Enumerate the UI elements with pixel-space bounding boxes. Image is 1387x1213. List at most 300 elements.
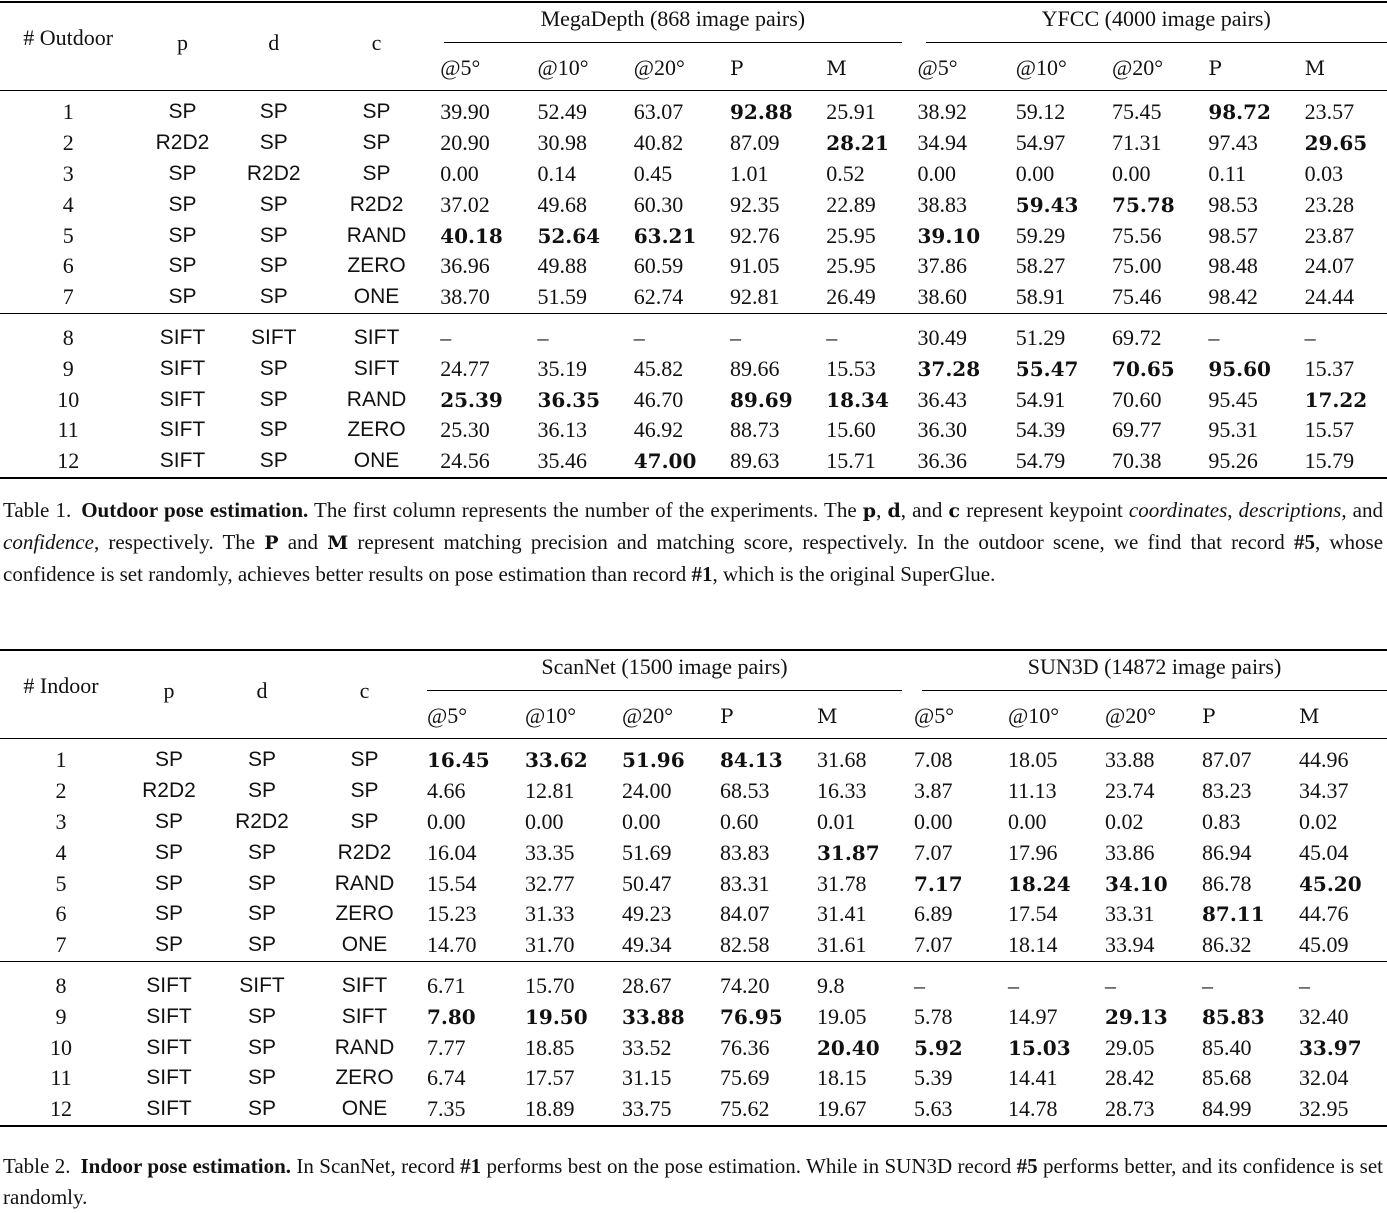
value-cell: 17.57 xyxy=(525,1065,575,1091)
value-cell: 28.67 xyxy=(622,972,672,998)
value-cell: 36.30 xyxy=(917,417,968,443)
cell-idx: 3 xyxy=(62,160,74,186)
value-cell: 18.15 xyxy=(817,1065,867,1091)
table-row xyxy=(0,930,1387,961)
value-cell: – xyxy=(537,324,549,350)
value-cell: 30.98 xyxy=(537,130,587,156)
value-cell: – xyxy=(1008,972,1019,998)
cell-c: ZERO xyxy=(347,254,406,278)
value-cell: 17.54 xyxy=(1008,901,1058,927)
value-cell: 63.07 xyxy=(633,99,684,125)
value-cell: 33.52 xyxy=(622,1034,672,1060)
caption-text: , which is the original SuperGlue. xyxy=(712,562,996,586)
value-cell: 91.05 xyxy=(730,253,780,279)
value-cell: 86.94 xyxy=(1202,839,1252,865)
value-cell: 35.19 xyxy=(537,355,587,381)
metric-header-b: M xyxy=(1299,703,1320,728)
value-cell: 38.83 xyxy=(917,191,968,217)
caption-text: performs better, and its confidence is set randomly. xyxy=(3,1154,1384,1209)
cell-p: SIFT xyxy=(159,387,206,411)
caption-text: performs best on the pose estimation. While in SUN3D record xyxy=(481,1154,1017,1178)
value-cell: 4.66 xyxy=(427,778,466,804)
metric-header-b: @20° xyxy=(1112,54,1164,80)
value-cell: 28.73 xyxy=(1105,1096,1155,1122)
value-cell: 33.75 xyxy=(622,1096,672,1122)
value-cell: 89.66 xyxy=(730,355,780,381)
cell-d: SIFT xyxy=(239,973,285,997)
cell-p: SIFT xyxy=(146,973,192,997)
cell-p: SP xyxy=(154,902,183,926)
cell-d: SIFT xyxy=(251,325,297,349)
metric-header-b: @5° xyxy=(914,702,955,728)
value-cell: 52.49 xyxy=(537,99,587,125)
table-row xyxy=(0,807,1387,838)
value-cell: 0.00 xyxy=(914,808,953,834)
caption-text: The first column represents the number of the experiments. The xyxy=(308,498,863,522)
value-cell: 92.81 xyxy=(730,284,780,310)
cell-idx: 5 xyxy=(55,870,67,896)
cell-c: ONE xyxy=(353,449,400,473)
value-cell: 0.45 xyxy=(633,160,673,186)
value-cell: 87.09 xyxy=(730,130,780,156)
value-cell: 92.35 xyxy=(730,191,780,217)
value-cell: 15.54 xyxy=(427,870,477,896)
value-cell: 32.95 xyxy=(1299,1096,1349,1122)
value-cell: 7.35 xyxy=(427,1096,466,1122)
cell-c: SP xyxy=(350,779,379,803)
value-cell: 51.29 xyxy=(1015,324,1066,350)
cell-c: RAND xyxy=(346,223,407,247)
cell-c: RAND xyxy=(346,387,407,411)
cell-p: SP xyxy=(154,933,183,957)
value-cell: 59.29 xyxy=(1015,222,1066,248)
value-cell: 20.40 xyxy=(817,1035,880,1060)
value-cell: 54.79 xyxy=(1015,448,1066,474)
col-header-d: d xyxy=(256,677,268,703)
cell-p: SP xyxy=(168,192,197,216)
value-cell: 26.49 xyxy=(826,284,876,310)
value-cell: 38.60 xyxy=(917,284,968,310)
value-cell: 7.80 xyxy=(427,1004,476,1029)
value-cell: 19.67 xyxy=(817,1096,867,1122)
cell-idx: 11 xyxy=(57,417,79,443)
value-cell: 5.63 xyxy=(914,1096,953,1122)
caption-record-ref: #1 xyxy=(460,1154,482,1178)
value-cell: 52.64 xyxy=(537,223,601,248)
value-cell: 29.13 xyxy=(1105,1004,1168,1029)
value-cell: – xyxy=(633,324,645,350)
value-cell: 15.71 xyxy=(826,448,876,474)
value-cell: 0.52 xyxy=(826,160,865,186)
value-cell: 28.21 xyxy=(826,131,889,156)
cell-c: SIFT xyxy=(353,356,400,380)
value-cell: 98.42 xyxy=(1208,284,1258,310)
value-cell: 17.22 xyxy=(1304,387,1368,412)
cell-c: SP xyxy=(362,131,391,155)
cell-d: SP xyxy=(259,387,288,411)
group-header-yfcc: YFCC (4000 image pairs) xyxy=(926,6,1387,43)
value-cell: 70.60 xyxy=(1112,386,1162,412)
value-cell: 51.96 xyxy=(622,748,685,773)
value-cell: 7.07 xyxy=(914,839,953,865)
metric-header-a: @10° xyxy=(525,702,577,728)
value-cell: 0.83 xyxy=(1202,808,1241,834)
cell-d: SP xyxy=(259,223,288,247)
value-cell: 34.37 xyxy=(1299,778,1349,804)
col-header-p: p xyxy=(177,29,188,55)
cell-d: SP xyxy=(259,418,288,442)
cell-idx: 12 xyxy=(57,448,80,474)
cell-d: SP xyxy=(259,254,288,278)
value-cell: 50.47 xyxy=(622,870,672,896)
cell-d: R2D2 xyxy=(235,809,289,833)
value-cell: – xyxy=(1202,972,1213,998)
value-cell: 0.00 xyxy=(1112,160,1151,186)
value-cell: 29.65 xyxy=(1304,131,1368,156)
cell-d: SP xyxy=(247,1066,276,1090)
caption-label: Table 2. xyxy=(3,1154,71,1178)
cell-idx: 2 xyxy=(55,778,67,804)
table-row xyxy=(0,415,1387,446)
metric-header-b: @10° xyxy=(1015,54,1067,80)
value-cell: 34.94 xyxy=(917,130,968,156)
value-cell: 23.57 xyxy=(1304,99,1355,125)
cell-p: SP xyxy=(168,285,197,309)
value-cell: 36.13 xyxy=(537,417,587,443)
cell-idx: 1 xyxy=(62,99,74,125)
value-cell: 45.20 xyxy=(1299,871,1362,896)
table-row xyxy=(0,282,1387,313)
value-cell: 7.17 xyxy=(914,871,963,896)
table-row xyxy=(0,446,1387,478)
cell-idx: 2 xyxy=(62,130,74,156)
cell-idx: 4 xyxy=(55,839,67,865)
cell-idx: 5 xyxy=(62,222,74,248)
cell-d: SP xyxy=(247,933,276,957)
table-row xyxy=(0,739,1387,776)
value-cell: 75.69 xyxy=(720,1065,770,1091)
value-cell: 5.92 xyxy=(914,1035,963,1060)
value-cell: 34.10 xyxy=(1105,871,1168,896)
caption-label: Table 1. xyxy=(3,498,72,522)
value-cell: 0.60 xyxy=(720,808,759,834)
metric-header-a: @20° xyxy=(622,702,674,728)
cell-d: SP xyxy=(247,748,276,772)
value-cell: 39.90 xyxy=(440,99,490,125)
cell-idx: 1 xyxy=(55,747,67,773)
caption-text: , xyxy=(876,498,888,522)
value-cell: 31.87 xyxy=(817,840,880,865)
value-cell: 25.30 xyxy=(440,417,490,443)
value-cell: 58.27 xyxy=(1015,253,1066,279)
value-cell: 83.23 xyxy=(1202,778,1252,804)
cell-idx: 9 xyxy=(55,1003,67,1029)
cell-c: ZERO xyxy=(347,418,406,442)
col-header-index: # Indoor xyxy=(23,672,99,698)
value-cell: 63.21 xyxy=(633,223,697,248)
value-cell: 51.59 xyxy=(537,284,587,310)
value-cell: 68.53 xyxy=(720,778,770,804)
value-cell: 18.34 xyxy=(826,387,889,412)
cell-d: SP xyxy=(247,779,276,803)
value-cell: 7.08 xyxy=(914,747,953,773)
value-cell: 0.00 xyxy=(917,160,957,186)
value-cell: 15.53 xyxy=(826,355,876,381)
value-cell: 15.03 xyxy=(1008,1035,1071,1060)
cell-c: SP xyxy=(350,809,379,833)
cell-p: SIFT xyxy=(146,1035,192,1059)
value-cell: 37.86 xyxy=(917,253,968,279)
value-cell: 74.20 xyxy=(720,972,770,998)
caption-symbol-M: M xyxy=(327,532,349,554)
value-cell: – xyxy=(1105,972,1116,998)
cell-p: SIFT xyxy=(146,1097,192,1121)
metric-header-b: @5° xyxy=(917,54,958,80)
value-cell: 31.15 xyxy=(622,1065,672,1091)
cell-c: ZERO xyxy=(335,1066,394,1090)
value-cell: 25.91 xyxy=(826,99,876,125)
table-row xyxy=(0,313,1387,353)
value-cell: 0.02 xyxy=(1105,808,1144,834)
value-cell: 31.68 xyxy=(817,747,867,773)
table-1-caption xyxy=(3,495,1383,590)
col-header-c: c xyxy=(359,677,370,703)
cell-p: SP xyxy=(154,840,183,864)
cell-c: SIFT xyxy=(341,1004,388,1028)
value-cell: 76.36 xyxy=(720,1034,770,1060)
value-cell: 45.04 xyxy=(1299,839,1349,865)
value-cell: 70.65 xyxy=(1112,356,1175,381)
cell-c: RAND xyxy=(334,871,395,895)
value-cell: 31.33 xyxy=(525,901,575,927)
cell-p: SIFT xyxy=(159,449,206,473)
value-cell: 0.01 xyxy=(817,808,856,834)
col-header-c: c xyxy=(371,29,382,55)
value-cell: 85.40 xyxy=(1202,1034,1252,1060)
value-cell: 14.41 xyxy=(1008,1065,1058,1091)
value-cell: 88.73 xyxy=(730,417,780,443)
cell-idx: 6 xyxy=(55,901,67,927)
value-cell: 54.39 xyxy=(1015,417,1066,443)
value-cell: 14.97 xyxy=(1008,1003,1058,1029)
table-row xyxy=(0,1094,1387,1126)
caption-title: Outdoor pose estimation. xyxy=(81,498,309,522)
value-cell: 15.70 xyxy=(525,972,575,998)
value-cell: 19.05 xyxy=(817,1003,867,1029)
cell-c: ONE xyxy=(341,1097,388,1121)
value-cell: 75.00 xyxy=(1112,253,1162,279)
value-cell: 30.49 xyxy=(917,324,968,350)
table-row xyxy=(0,1001,1387,1032)
value-cell: 5.39 xyxy=(914,1065,953,1091)
value-cell: 22.89 xyxy=(826,191,876,217)
cell-p: R2D2 xyxy=(142,779,196,803)
table-row xyxy=(0,220,1387,251)
cell-c: SIFT xyxy=(341,973,388,997)
value-cell: 83.83 xyxy=(720,839,770,865)
caption-text: , whose confidence is set randomly, achieves better results on pose estimation than record xyxy=(3,530,1384,586)
value-cell: 45.82 xyxy=(633,355,684,381)
cell-p: SP xyxy=(168,254,197,278)
value-cell: 62.74 xyxy=(633,284,684,310)
cell-p: SP xyxy=(154,871,183,895)
value-cell: 16.04 xyxy=(427,839,477,865)
cell-d: SP xyxy=(259,192,288,216)
value-cell: 40.82 xyxy=(633,130,684,156)
caption-record-ref: #1 xyxy=(691,562,713,586)
value-cell: 98.48 xyxy=(1208,253,1258,279)
metric-header-a: @10° xyxy=(537,54,589,80)
table-row xyxy=(0,353,1387,384)
value-cell: 83.31 xyxy=(720,870,770,896)
value-cell: 85.68 xyxy=(1202,1065,1252,1091)
value-cell: 36.36 xyxy=(917,448,968,474)
value-cell: 59.12 xyxy=(1015,99,1066,125)
cell-p: SP xyxy=(154,748,183,772)
cell-c: ZERO xyxy=(335,902,394,926)
value-cell: 15.37 xyxy=(1304,355,1355,381)
value-cell: 87.11 xyxy=(1202,902,1265,927)
caption-record-ref: #5 xyxy=(1293,530,1315,554)
cell-idx: 8 xyxy=(55,972,67,998)
table-row xyxy=(0,189,1387,220)
value-cell: 18.05 xyxy=(1008,747,1058,773)
value-cell: 32.77 xyxy=(525,870,575,896)
value-cell: 1.01 xyxy=(730,160,769,186)
value-cell: 75.78 xyxy=(1112,192,1175,217)
metric-header-b: P xyxy=(1208,55,1222,80)
cell-d: SP xyxy=(247,840,276,864)
caption-text: , and xyxy=(1341,498,1384,522)
col-header-d: d xyxy=(268,29,280,55)
caption-italic: confidence xyxy=(3,530,94,554)
cell-c: SIFT xyxy=(353,325,400,349)
value-cell: 44.96 xyxy=(1299,747,1349,773)
indoor-table xyxy=(0,649,1387,1127)
value-cell: 31.70 xyxy=(525,932,575,958)
caption-symbol-d: d xyxy=(887,500,901,522)
metric-header-a: @20° xyxy=(633,54,685,80)
table-row xyxy=(0,91,1387,128)
caption-symbol-p: p xyxy=(862,500,877,522)
value-cell: 33.35 xyxy=(525,839,575,865)
value-cell: 0.14 xyxy=(537,160,576,186)
value-cell: 23.28 xyxy=(1304,191,1355,217)
value-cell: 87.07 xyxy=(1202,747,1252,773)
value-cell: 33.88 xyxy=(622,1004,685,1029)
caption-symbol-c: c xyxy=(948,500,961,522)
cell-idx: 11 xyxy=(50,1065,72,1091)
cell-c: R2D2 xyxy=(337,840,392,864)
value-cell: 98.53 xyxy=(1208,191,1258,217)
cell-idx: 4 xyxy=(62,191,74,217)
value-cell: 0.00 xyxy=(427,808,466,834)
value-cell: 39.10 xyxy=(917,223,981,248)
value-cell: 76.95 xyxy=(720,1004,783,1029)
table-row xyxy=(0,961,1387,1001)
cell-p: SIFT xyxy=(159,418,206,442)
value-cell: 16.45 xyxy=(427,748,490,773)
value-cell: 92.76 xyxy=(730,222,780,248)
cell-idx: 12 xyxy=(50,1096,72,1122)
value-cell: 25.95 xyxy=(826,222,876,248)
cell-d: SP xyxy=(247,902,276,926)
cell-idx: 10 xyxy=(50,1034,72,1060)
metric-header-b: @20° xyxy=(1105,702,1157,728)
value-cell: – xyxy=(1299,972,1310,998)
value-cell: 23.87 xyxy=(1304,222,1355,248)
metric-header-a: @5° xyxy=(440,54,481,80)
cell-idx: 7 xyxy=(62,284,74,310)
caption-text: , xyxy=(1227,498,1239,522)
value-cell: 75.45 xyxy=(1112,99,1162,125)
caption-record-ref: #5 xyxy=(1016,1154,1038,1178)
group-header-scannet: ScanNet (1500 image pairs) xyxy=(427,654,902,691)
value-cell: – xyxy=(1304,324,1316,350)
value-cell: 18.85 xyxy=(525,1034,575,1060)
cell-idx: 3 xyxy=(55,808,67,834)
value-cell: 97.43 xyxy=(1208,130,1258,156)
value-cell: 33.88 xyxy=(1105,747,1155,773)
value-cell: 14.78 xyxy=(1008,1096,1058,1122)
value-cell: 28.42 xyxy=(1105,1065,1155,1091)
table-row xyxy=(0,251,1387,282)
value-cell: 55.47 xyxy=(1015,356,1079,381)
value-cell: 84.99 xyxy=(1202,1096,1252,1122)
table-2-caption xyxy=(3,1151,1383,1213)
value-cell: 33.31 xyxy=(1105,901,1155,927)
value-cell: 33.94 xyxy=(1105,932,1155,958)
value-cell: 18.14 xyxy=(1008,932,1058,958)
caption-title: Indoor pose estimation. xyxy=(80,1154,292,1178)
table-row xyxy=(0,1032,1387,1063)
metric-header-b: P xyxy=(1202,703,1216,728)
value-cell: 86.78 xyxy=(1202,870,1252,896)
value-cell: 46.92 xyxy=(633,417,684,443)
value-cell: 49.23 xyxy=(622,901,672,927)
cell-p: SP xyxy=(168,223,197,247)
outdoor-table xyxy=(0,1,1387,479)
value-cell: 49.68 xyxy=(537,191,587,217)
value-cell: 32.40 xyxy=(1299,1003,1349,1029)
value-cell: 31.41 xyxy=(817,901,867,927)
cell-d: SP xyxy=(259,131,288,155)
cell-c: R2D2 xyxy=(349,192,404,216)
value-cell: 0.00 xyxy=(525,808,564,834)
value-cell: 7.07 xyxy=(914,932,953,958)
value-cell: 33.97 xyxy=(1299,1035,1362,1060)
metric-header-b: @10° xyxy=(1008,702,1060,728)
value-cell: – xyxy=(1208,324,1220,350)
caption-text: and xyxy=(278,530,328,554)
value-cell: 84.07 xyxy=(720,901,770,927)
value-cell: 45.09 xyxy=(1299,932,1349,958)
value-cell: 0.03 xyxy=(1304,160,1344,186)
table-row xyxy=(0,1063,1387,1094)
value-cell: 38.70 xyxy=(440,284,490,310)
value-cell: 75.62 xyxy=(720,1096,770,1122)
cell-d: SP xyxy=(247,1097,276,1121)
value-cell: 92.88 xyxy=(730,100,793,125)
cell-d: SP xyxy=(259,285,288,309)
cell-idx: 7 xyxy=(55,932,67,958)
value-cell: 6.89 xyxy=(914,901,953,927)
value-cell: 15.23 xyxy=(427,901,477,927)
value-cell: 6.71 xyxy=(427,972,466,998)
table-row xyxy=(0,837,1387,868)
value-cell: 12.81 xyxy=(525,778,575,804)
value-cell: 59.43 xyxy=(1015,192,1079,217)
